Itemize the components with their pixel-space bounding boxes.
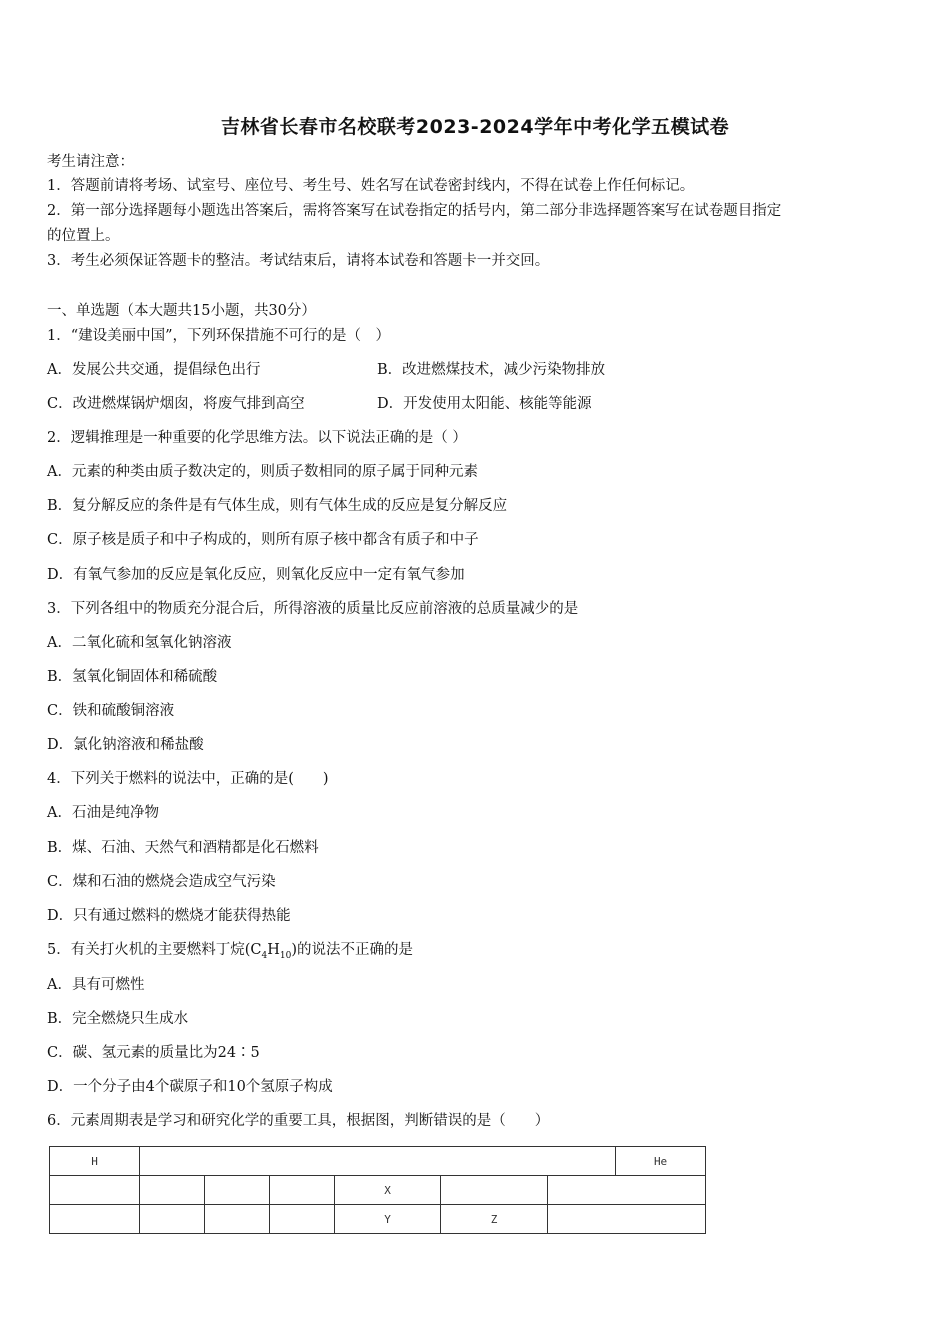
cell-z: Z [441, 1205, 548, 1234]
q2-option-c: C．原子核是质子和中子构成的，则所有原子核中都含有质子和中子 [47, 532, 479, 548]
notice-item: 的位置上。 [47, 228, 120, 244]
q5-option-d: D．一个分子由4个碳原子和10个氢原子构成 [47, 1079, 333, 1095]
q5-stem-mid: H [267, 942, 280, 958]
q5-option-c: C．碳、氢元素的质量比为24∶5 [47, 1045, 260, 1061]
q5-option-b: B．完全燃烧只生成水 [47, 1011, 189, 1027]
table-cell [205, 1176, 270, 1205]
q5-option-a: A．具有可燃性 [47, 977, 145, 993]
question-4-stem: 4．下列关于燃料的说法中，正确的是( ) [47, 771, 329, 787]
notice-header: 考生请注意： [47, 154, 134, 170]
question-3-stem: 3．下列各组中的物质充分混合后，所得溶液的质量比反应前溶液的总质量减少的是 [47, 601, 579, 617]
question-5-stem [47, 940, 413, 966]
q1-option-c: C．改进燃煤锅炉烟囱，将废气排到高空 [47, 396, 305, 412]
q3-option-b: B．氢氧化铜固体和稀硫酸 [47, 669, 218, 685]
q5-subscript-4: 4 [261, 950, 268, 961]
table-cell [270, 1205, 335, 1234]
table-cell [50, 1176, 140, 1205]
cell-h: H [50, 1147, 140, 1176]
q4-option-d: D．只有通过燃料的燃烧才能获得热能 [47, 908, 291, 924]
question-2-stem: 2．逻辑推理是一种重要的化学思维方法。以下说法正确的是（ ） [47, 430, 467, 446]
q2-option-a: A．元素的种类由质子数决定的，则质子数相同的原子属于同种元素 [47, 464, 478, 480]
section-heading: 一、单选题（本大题共15小题，共30分） [47, 303, 316, 319]
q1-option-a: A．发展公共交通，提倡绿色出行 [47, 362, 261, 378]
q2-option-b: B．复分解反应的条件是有气体生成，则有气体生成的反应是复分解反应 [47, 498, 508, 514]
q4-option-b: B．煤、石油、天然气和酒精都是化石燃料 [47, 840, 319, 856]
periodic-table-fragment [49, 1146, 706, 1234]
table-cell [270, 1176, 335, 1205]
q3-option-c: C．铁和硫酸铜溶液 [47, 703, 175, 719]
table-cell [205, 1205, 270, 1234]
q3-option-a: A．二氧化硫和氢氧化钠溶液 [47, 635, 232, 651]
table-cell [548, 1205, 706, 1234]
notice-item: 1．答题前请将考场、试室号、座位号、考生号、姓名写在试卷密封线内，不得在试卷上作任何标记。 [47, 178, 695, 194]
notice-item: 2．第一部分选择题每小题选出答案后，需将答案写在试卷指定的括号内，第二部分非选择题答案写在试卷题目指定 [47, 203, 782, 219]
question-1-stem: 1．“建设美丽中国”，下列环保措施不可行的是（ ） [47, 328, 391, 344]
page-title: 吉林省长春市名校联考2023-2024学年中考化学五模试卷 [220, 116, 730, 138]
q4-option-a: A．石油是纯净物 [47, 805, 159, 821]
notice-item: 3．考生必须保证答题卡的整洁。考试结束后，请将本试卷和答题卡一并交回。 [47, 253, 550, 269]
cell-he: He [616, 1147, 706, 1176]
table-cell [140, 1205, 205, 1234]
q1-option-b: B．改进燃煤技术，减少污染物排放 [377, 362, 606, 378]
table-gap-cell [140, 1147, 616, 1176]
q2-option-d: D．有氧气参加的反应是氧化反应，则氧化反应中一定有氧气参加 [47, 567, 465, 583]
q5-stem-post: )的说法不正确的是 [291, 942, 413, 958]
table-cell [548, 1176, 706, 1205]
q1-option-d: D．开发使用太阳能、核能等能源 [377, 396, 592, 412]
q5-stem-pre: 5．有关打火机的主要燃料丁烷(C [47, 942, 262, 958]
cell-y: Y [335, 1205, 441, 1234]
question-6-stem: 6．元素周期表是学习和研究化学的重要工具，根据图，判断错误的是（ ） [47, 1113, 550, 1129]
q5-subscript-10: 10 [279, 950, 292, 961]
table-cell [50, 1205, 140, 1234]
table-cell [140, 1176, 205, 1205]
q4-option-c: C．煤和石油的燃烧会造成空气污染 [47, 874, 276, 890]
q3-option-d: D．氯化钠溶液和稀盐酸 [47, 737, 204, 753]
cell-x: X [335, 1176, 441, 1205]
table-cell [441, 1176, 548, 1205]
